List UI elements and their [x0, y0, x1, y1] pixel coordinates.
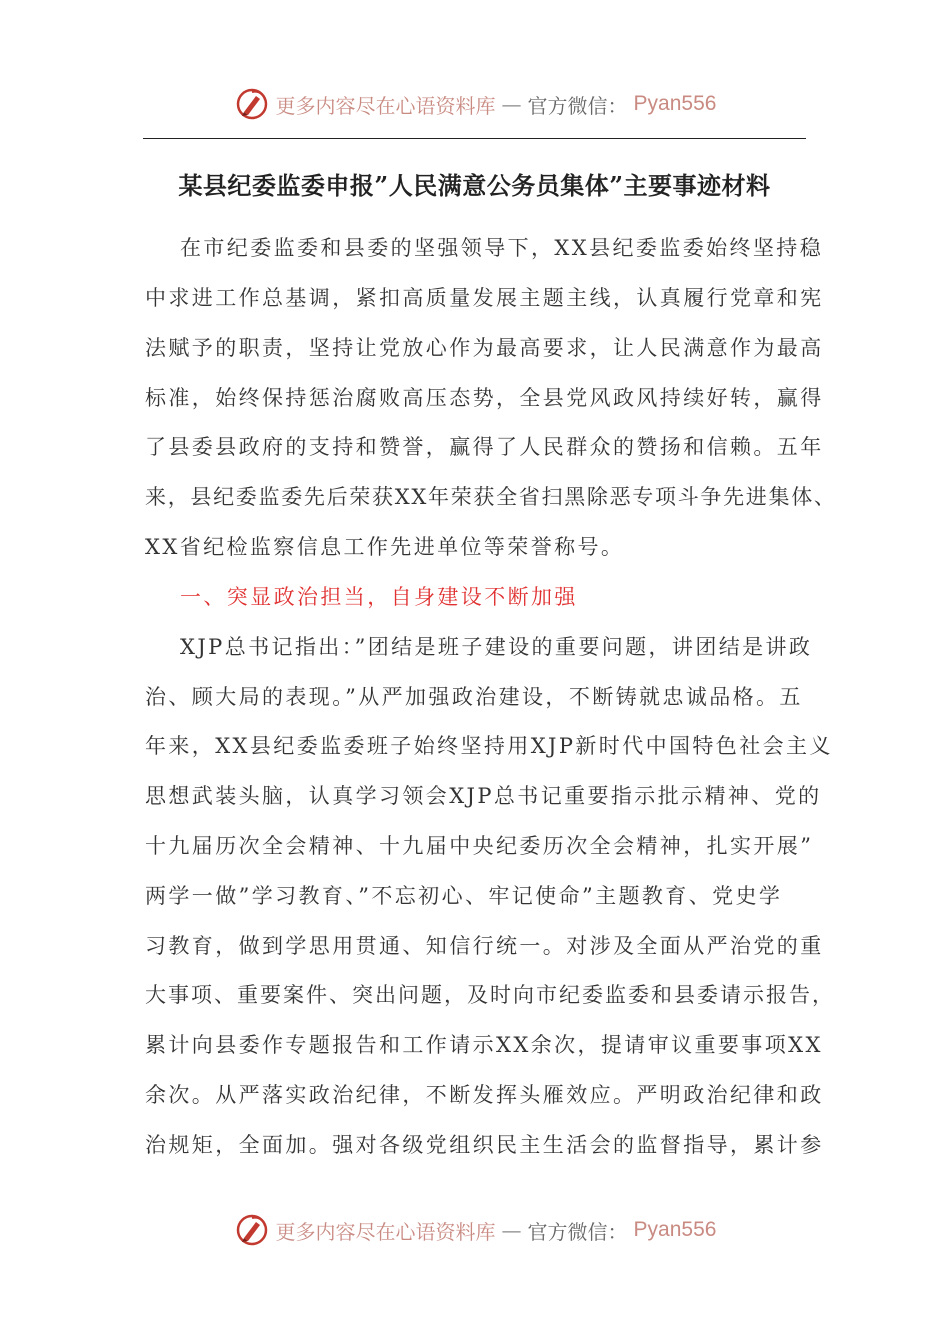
document-title: 某县纪委监委申报”人民满意公务员集体”主要事迹材料: [178, 171, 771, 200]
body-line: 法赋予的职责，坚持让党放心作为最高要求，让人民满意作为最高: [145, 336, 824, 360]
body-line: 年来，XX县纪委监委班子始终坚持用XJP新时代中国特色社会主义: [145, 734, 833, 758]
banner-wechat-id: Pyan556: [633, 1218, 717, 1241]
body-line: 中求进工作总基调，紧扣高质量发展主题主线，认真履行党章和宪: [145, 286, 824, 310]
body-line: 在市纪委监委和县委的坚强领导下，XX县纪委监委始终坚持稳: [180, 236, 824, 260]
header-divider: [143, 138, 806, 139]
body-line: 了县委县政府的支持和赞誉，赢得了人民群众的赞扬和信赖。五年: [145, 435, 824, 459]
body-line: 治规矩，全面加。强对各级党组织民主生活会的监督指导，累计参: [145, 1133, 824, 1157]
body-line: 大事项、重要案件、突出问题，及时向市纪委监委和县委请示报告，: [145, 983, 835, 1007]
body-line: XJP总书记指出：”团结是班子建设的重要问题，讲团结是讲政: [180, 635, 813, 659]
body-line: 来，县纪委监委先后荣获XX年荣获全省扫黑除恶专项斗争先进集体、: [145, 485, 837, 509]
header-watermark-banner: [0, 82, 950, 126]
section-heading: 一、突显政治担当，自身建设不断加强: [180, 585, 578, 609]
banner-text: 更多内容尽在心语资料库: [275, 93, 496, 118]
banner-wechat-label: 官方微信：: [527, 93, 628, 118]
banner-text: 更多内容尽在心语资料库: [275, 1219, 496, 1244]
footer-watermark-banner: [0, 1208, 950, 1252]
body-line: 累计向县委作专题报告和工作请示XX余次，提请审议重要事项XX: [145, 1033, 823, 1057]
body-line: XX省纪检监察信息工作先进单位等荣誉称号。: [145, 535, 625, 559]
banner-wechat-id: Pyan556: [633, 92, 717, 115]
body-line: 两学一做”学习教育、”不忘初心、牢记使命”主题教育、党史学: [145, 884, 783, 908]
pen-logo-icon: [234, 86, 270, 122]
body-line: 余次。从严落实政治纪律，不断发挥头雁效应。严明政治纪律和政: [145, 1083, 824, 1107]
body-line: 思想武装头脑，认真学习领会XJP总书记重要指示批示精神、党的: [145, 784, 822, 808]
body-line: 治、顾大局的表现。”从严加强政治建设，不断铸就忠诚品格。五: [145, 685, 803, 709]
body-line: 习教育，做到学思用贯通、知信行统一。对涉及全面从严治党的重: [145, 934, 824, 958]
banner-separator: —: [501, 1218, 522, 1242]
banner-wechat-label: 官方微信：: [527, 1219, 628, 1244]
body-line: 标准，始终保持惩治腐败高压态势，全县党风政风持续好转，赢得: [145, 386, 824, 410]
pen-logo-icon: [234, 1212, 270, 1248]
body-line: 十九届历次全会精神、十九届中央纪委历次全会精神，扎实开展”: [145, 834, 814, 858]
banner-separator: —: [501, 92, 522, 116]
